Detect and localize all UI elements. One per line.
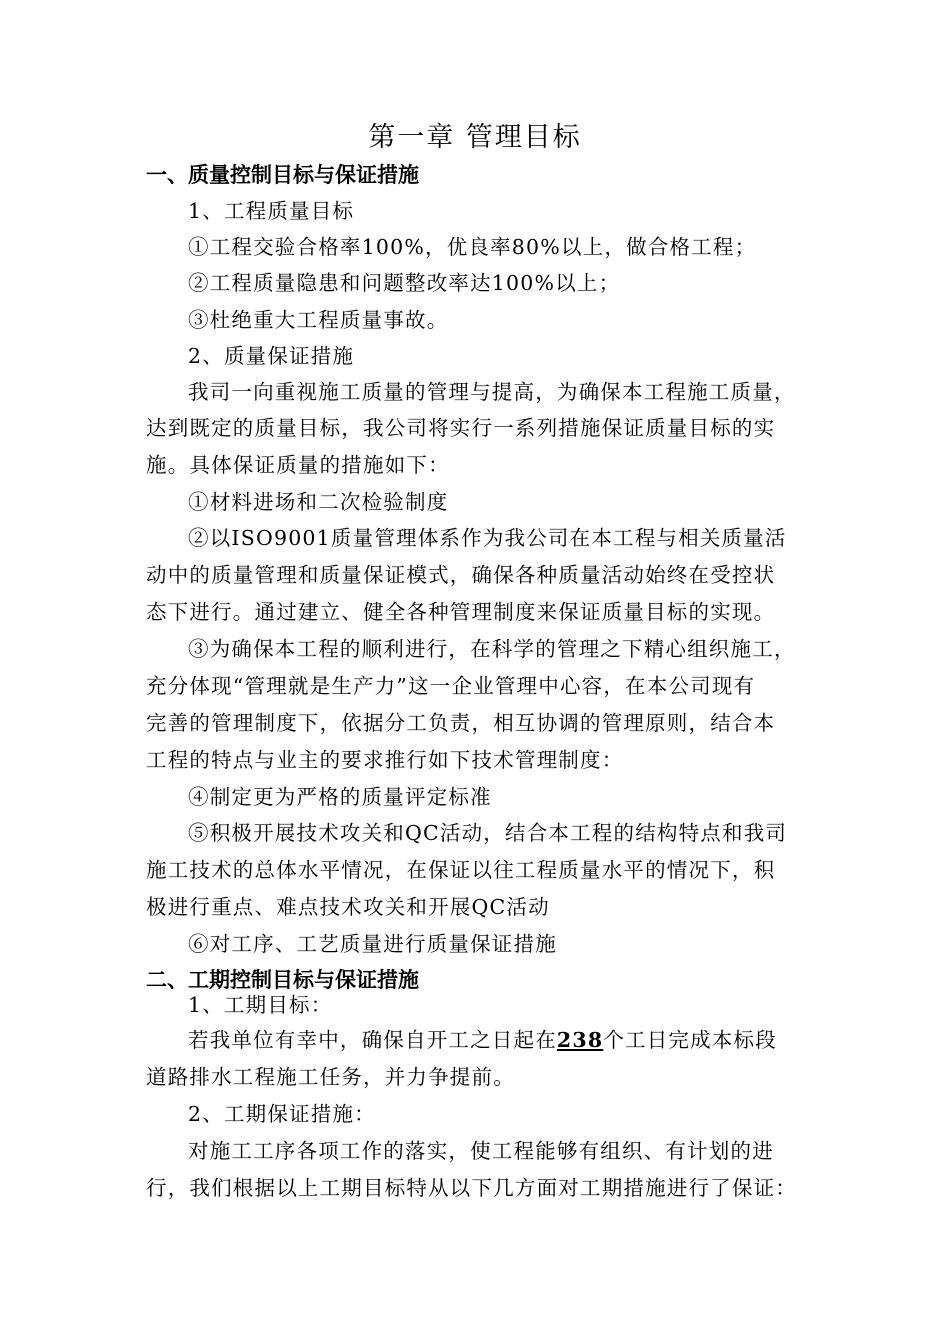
workday-count: 238 bbox=[556, 1028, 604, 1052]
section-heading-quality: 一、质量控制目标与保证措施 bbox=[146, 163, 419, 187]
paragraph-line: 2、质量保证措施 bbox=[188, 344, 355, 368]
paragraph-line: 2、工期保证措施： bbox=[188, 1102, 376, 1126]
paragraph-line-with-days bbox=[188, 1022, 777, 1058]
paragraph-line: 1、工程质量目标 bbox=[188, 199, 355, 223]
paragraph-line: 行，我们根据以上工期目标特从以下几方面对工期措施进行了保证： bbox=[146, 1176, 797, 1200]
paragraph-line: ⑥对工序、工艺质量进行质量保证措施 bbox=[188, 932, 557, 956]
paragraph-line: 完善的管理制度下，依据分工负责，相互协调的管理原则，结合本 bbox=[146, 711, 776, 735]
chapter-title: 第一章 管理目标 bbox=[368, 122, 582, 153]
paragraph-line: ③为确保本工程的顺利进行，在科学的管理之下精心组织施工， bbox=[188, 637, 796, 661]
paragraph-line: 工程的特点与业主的要求推行如下技术管理制度： bbox=[146, 748, 624, 772]
paragraph-line: ①材料进场和二次检验制度 bbox=[188, 490, 449, 514]
paragraph-line: 施。具体保证质量的措施如下： bbox=[146, 453, 450, 477]
paragraph-line: 我司一向重视施工质量的管理与提高，为确保本工程施工质量， bbox=[188, 380, 796, 404]
paragraph-line: 极进行重点、难点技术攻关和开展QC活动 bbox=[146, 895, 550, 919]
paragraph-line: 施工技术的总体水平情况，在保证以往工程质量水平的情况下，积 bbox=[146, 858, 776, 882]
paragraph-line: ①工程交验合格率100%，优良率80%以上，做合格工程； bbox=[188, 235, 757, 259]
paragraph-line: ②以ISO9001质量管理体系作为我公司在本工程与相关质量活 bbox=[188, 526, 787, 550]
paragraph-text: 若我单位有幸中，确保自开工之日起在 bbox=[188, 1028, 557, 1052]
paragraph-line: ②工程质量隐患和问题整改率达100%以上； bbox=[188, 271, 621, 295]
paragraph-line: 1、工期目标： bbox=[188, 993, 333, 1017]
section-heading-schedule: 二、工期控制目标与保证措施 bbox=[146, 968, 419, 992]
paragraph-text: 个工日完成本标段 bbox=[603, 1028, 777, 1052]
paragraph-line: 充分体现“管理就是生产力”这一企业管理中心容，在本公司现有 bbox=[146, 674, 756, 698]
paragraph-line: 对施工工序各项工作的落实，使工程能够有组织、有计划的进 bbox=[188, 1139, 774, 1163]
paragraph-line: ③杜绝重大工程质量事故。 bbox=[188, 308, 449, 332]
paragraph-line: ④制定更为严格的质量评定标准 bbox=[188, 785, 492, 809]
paragraph-line: 道路排水工程施工任务，并力争提前。 bbox=[146, 1065, 515, 1089]
paragraph-line: ⑤积极开展技术攻关和QC活动，结合本工程的结构特点和我司 bbox=[188, 821, 788, 845]
paragraph-line: 达到既定的质量目标，我公司将实行一系列措施保证质量目标的实 bbox=[146, 416, 776, 440]
paragraph-line: 动中的质量管理和质量保证模式，确保各种质量活动始终在受控状 bbox=[146, 563, 776, 587]
paragraph-line: 态下进行。通过建立、健全各种管理制度来保证质量目标的实现。 bbox=[146, 600, 776, 624]
